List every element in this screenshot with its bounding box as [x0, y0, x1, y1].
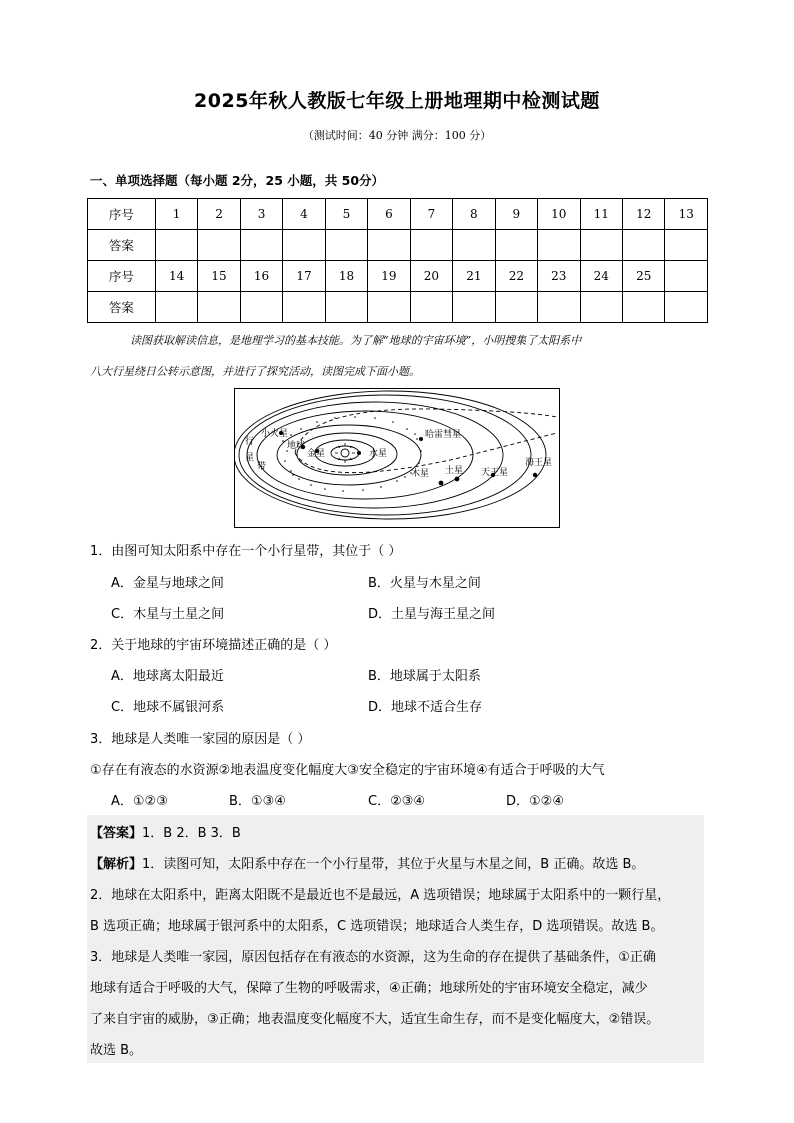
table-cell: 21 — [453, 261, 495, 292]
label-neptune: 海王星 — [525, 458, 553, 468]
answer-cell[interactable] — [495, 292, 537, 323]
answer-cell[interactable] — [368, 230, 410, 261]
table-cell: 12 — [623, 199, 665, 230]
answer-cell[interactable] — [665, 292, 708, 323]
table-cell: 8 — [453, 199, 495, 230]
intro-line-2: 八大行星绕日公转示意图，并进行了探究活动，读图完成下面小题。 — [90, 365, 420, 378]
jupiter-dot — [439, 481, 444, 486]
mars-orbit — [277, 425, 421, 485]
orbit-figure — [235, 389, 559, 527]
table-cell: 1 — [155, 199, 197, 230]
question-3-option-d[interactable]: D．①②④ — [506, 794, 564, 809]
saturn-dot — [455, 477, 460, 482]
label-asteroid-belt: 带 — [257, 462, 267, 472]
answer-cell[interactable] — [453, 230, 495, 261]
table-cell: 17 — [283, 261, 325, 292]
label-halley-comet: 哈雷彗星 — [425, 430, 462, 440]
comet-dot — [419, 437, 423, 441]
table-cell: 6 — [368, 199, 410, 230]
question-3-statements: ①存在有液态的水资源②地表温度变化幅度大③安全稳定的宇宙环境④有适合于呼吸的大气 — [90, 763, 605, 778]
question-3-option-a[interactable]: A．①②③ — [111, 794, 168, 809]
answer-cell[interactable] — [325, 292, 367, 323]
answer-cell[interactable] — [155, 230, 197, 261]
question-3-stem: 3．地球是人类唯一家园的原因是（ ） — [90, 732, 311, 747]
question-1-stem: 1．由图可知太阳系中存在一个小行星带，其位于（ ） — [90, 544, 402, 559]
table-cell: 19 — [368, 261, 410, 292]
table-cell: 20 — [410, 261, 452, 292]
question-1-option-d[interactable]: D．土星与海王星之间 — [368, 607, 496, 622]
label-mercury: 水星 — [369, 449, 388, 459]
table-cell: 25 — [623, 261, 665, 292]
table-cell: 11 — [580, 199, 622, 230]
question-1-option-a[interactable]: A．金星与地球之间 — [111, 576, 224, 591]
neptune-orbit — [235, 391, 546, 519]
neptune-dot — [533, 473, 537, 477]
row-label: 序号 — [88, 199, 156, 230]
table-cell: 18 — [325, 261, 367, 292]
answer-cell[interactable] — [410, 292, 452, 323]
question-2-option-a[interactable]: A．地球离太阳最近 — [111, 669, 224, 684]
answer-tag: 【答案】 — [90, 826, 143, 841]
table-cell: 14 — [155, 261, 197, 292]
question-3-option-b[interactable]: B．①③④ — [229, 794, 286, 809]
asteroid-belt-dots — [282, 416, 422, 492]
analysis-line: 3．地球是人类唯一家园，原因包括存在有液态的水资源，这为生命的存在提供了基础条件，①正确 — [90, 950, 656, 965]
label-asteroid-belt: 行 — [245, 437, 255, 447]
label-asteroid-belt: 星 — [245, 453, 255, 463]
row-label: 答案 — [88, 292, 156, 323]
answer-cell[interactable] — [198, 230, 240, 261]
answer-cell[interactable] — [580, 292, 622, 323]
label-mars: 小火星 — [261, 429, 289, 439]
question-2-option-c[interactable]: C．地球不属银河系 — [111, 700, 225, 715]
row-label: 序号 — [88, 261, 156, 292]
question-1-option-c[interactable]: C．木星与土星之间 — [111, 607, 225, 622]
analysis-tag: 【解析】 — [90, 857, 143, 872]
table-cell: 13 — [665, 199, 708, 230]
answer-cell[interactable] — [538, 230, 580, 261]
label-jupiter: 木星 — [411, 469, 430, 479]
question-2-option-b[interactable]: B．地球属于太阳系 — [368, 669, 481, 684]
question-2-stem: 2．关于地球的宇宙环境描述正确的是（ ） — [90, 638, 337, 653]
intro-line-1: 读图获取解读信息，是地理学习的基本技能。为了解“地球的宇宙环境”，小明搜集了太阳系中 — [130, 334, 582, 347]
label-uranus: 天王星 — [481, 468, 509, 478]
table-cell: 10 — [538, 199, 580, 230]
label-venus: 金星 — [307, 449, 326, 459]
answer-cell[interactable] — [240, 230, 282, 261]
table-cell: 24 — [580, 261, 622, 292]
label-saturn: 土星 — [445, 466, 464, 476]
section-heading: 一、单项选择题（每小题 2分，25 小题，共 50分） — [90, 173, 385, 188]
question-1-option-b[interactable]: B．火星与木星之间 — [368, 576, 481, 591]
table-cell — [665, 261, 708, 292]
answer-cell[interactable] — [665, 230, 708, 261]
analysis-line: 地球有适合于呼吸的大气，保障了生物的呼吸需求，④正确；地球所处的宇宙环境安全稳定，减少 — [90, 981, 648, 996]
table-row — [88, 261, 708, 292]
table-cell: 7 — [410, 199, 452, 230]
answer-cell[interactable] — [155, 292, 197, 323]
test-info: （测试时间：40 分钟 满分：100 分） — [302, 129, 492, 142]
answer-cell[interactable] — [198, 292, 240, 323]
answer-line — [90, 822, 241, 841]
answer-cell[interactable] — [325, 230, 367, 261]
table-row — [88, 199, 708, 230]
analysis-line: 了来自宇宙的威胁，③正确；地表温度变化幅度不大，适宜生命生存，而不是变化幅度大，②错误。 — [90, 1012, 660, 1027]
table-cell: 4 — [283, 199, 325, 230]
table-cell: 2 — [198, 199, 240, 230]
answer-sheet-table — [87, 198, 708, 323]
answer-cell[interactable] — [283, 292, 325, 323]
answer-cell[interactable] — [368, 292, 410, 323]
question-3-option-c[interactable]: C．②③④ — [368, 794, 426, 809]
document-title: 2025年秋人教版七年级上册地理期中检测试题 — [194, 90, 600, 112]
answer-cell[interactable] — [410, 230, 452, 261]
analysis-text: 1．读图可知，太阳系中存在一个小行星带，其位于火星与木星之间，B 正确。故选 B。 — [142, 857, 645, 872]
table-row — [88, 230, 708, 261]
answer-cell[interactable] — [240, 292, 282, 323]
table-cell: 23 — [538, 261, 580, 292]
table-cell: 16 — [240, 261, 282, 292]
answer-cell[interactable] — [283, 230, 325, 261]
sun-icon — [335, 443, 355, 463]
table-cell: 5 — [325, 199, 367, 230]
analysis-line — [90, 853, 644, 872]
question-2-option-d[interactable]: D．地球不适合生存 — [368, 700, 483, 715]
answer-cell[interactable] — [453, 292, 495, 323]
table-row — [88, 292, 708, 323]
analysis-line: B 选项正确；地球属于银河系中的太阳系，C 选项错误；地球适合人类生存，D 选项错误。故选 B。 — [90, 919, 664, 934]
table-cell: 22 — [495, 261, 537, 292]
label-earth: 地球 — [287, 441, 306, 451]
table-cell: 3 — [240, 199, 282, 230]
solar-system-diagram — [234, 388, 560, 528]
answer-cell[interactable] — [538, 292, 580, 323]
jupiter-orbit — [257, 411, 473, 499]
answer-cell[interactable] — [495, 230, 537, 261]
answer-cell[interactable] — [623, 230, 665, 261]
analysis-line: 2．地球在太阳系中，距离太阳既不是最近也不是最远，A 选项错误；地球属于太阳系中的一颗行星， — [90, 888, 671, 903]
answer-cell[interactable] — [623, 292, 665, 323]
row-label: 答案 — [88, 230, 156, 261]
answer-text: 1．B 2．B 3．B — [142, 826, 241, 841]
analysis-line: 故选 B。 — [90, 1043, 143, 1058]
table-cell: 15 — [198, 261, 240, 292]
table-cell: 9 — [495, 199, 537, 230]
answer-cell[interactable] — [580, 230, 622, 261]
mercury-dot — [357, 451, 361, 455]
